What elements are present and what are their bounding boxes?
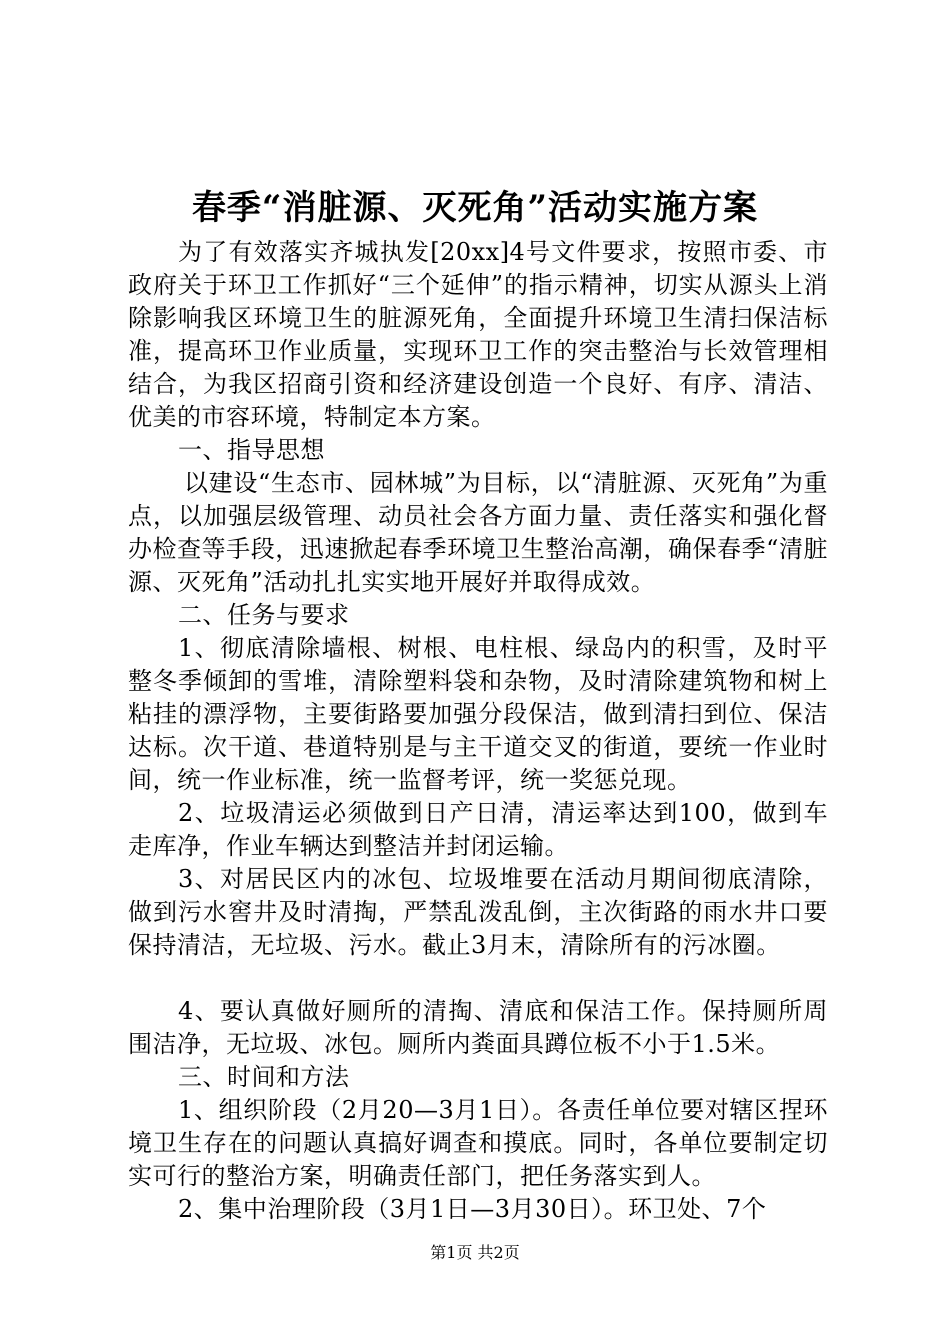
section-heading-tasks: 二、任务与要求	[178, 601, 350, 629]
task-item-2: 2、垃圾清运必须做到日产日清，清运率达到100，做到车走库净，作业车辆达到整洁并封闭运输。	[128, 799, 828, 860]
section-heading-guiding-ideology: 一、指导思想	[178, 436, 325, 464]
page-footer: 第1页 共2页	[430, 1243, 520, 1262]
paragraph-spacer	[128, 962, 828, 995]
stage-item-1: 1、组织阶段（2月20—3月1日）。各责任单位要对辖区捏环境卫生存在的问题认真搞好调查和摸底。同时，各单位要制定切实可行的整治方案，明确责任部门，把任务落实到人。	[128, 1096, 828, 1190]
task-item-4: 4、要认真做好厕所的清掏、清底和保洁工作。保持厕所周围洁净，无垃圾、冰包。厕所内粪面具蹲位板不小于1.5米。	[128, 997, 828, 1058]
task-item-1: 1、彻底清除墙根、树根、电柱根、绿岛内的积雪，及时平整冬季倾卸的雪堆，清除塑料袋和杂物，及时清除建筑物和树上粘挂的漂浮物，主要街路要加强分段保洁，做到清扫到位、保洁达标。次干道、巷道特别是与主干道交叉的街道，要统一作业时间，统一作业标准，统一监督考评，统一奖惩兑现。	[128, 634, 828, 794]
guiding-ideology-paragraph: 以建设“生态市、园林城”为目标，以“清脏源、灭死角”为重点，以加强层级管理、动员社会各方面力量、责任落实和强化督办检查等手段，迅速掀起春季环境卫生整治高潮，确保春季“清脏源、灭死角”活动扎扎实实地开展好并取得成效。	[128, 469, 828, 596]
stage-item-2: 2、集中治理阶段（3月1日—3月30日）。环卫处、7个	[178, 1195, 767, 1223]
intro-paragraph: 为了有效落实齐城执发[20xx]4号文件要求，按照市委、市政府关于环卫工作抓好“三个延伸”的指示精神，切实从源头上消除影响我区环境卫生的脏源死角，全面提升环境卫生清扫保洁标准，提高环卫作业质量，实现环卫工作的突击整治与长效管理相结合，为我区招商引资和经济建设创造一个良好、有序、清洁、优美的市容环境，特制定本方案。	[128, 238, 828, 431]
section-heading-time-method: 三、时间和方法	[178, 1063, 350, 1091]
document-body	[128, 236, 828, 1226]
task-item-3: 3、对居民区内的冰包、垃圾堆要在活动月期间彻底清除，做到污水窖井及时清掏，严禁乱泼乱倒，主次街路的雨水井口要保持清洁，无垃圾、污水。截止3月末，清除所有的污冰圈。	[128, 865, 828, 959]
document-title: 春季“消脏源、灭死角”活动实施方案	[191, 188, 759, 228]
